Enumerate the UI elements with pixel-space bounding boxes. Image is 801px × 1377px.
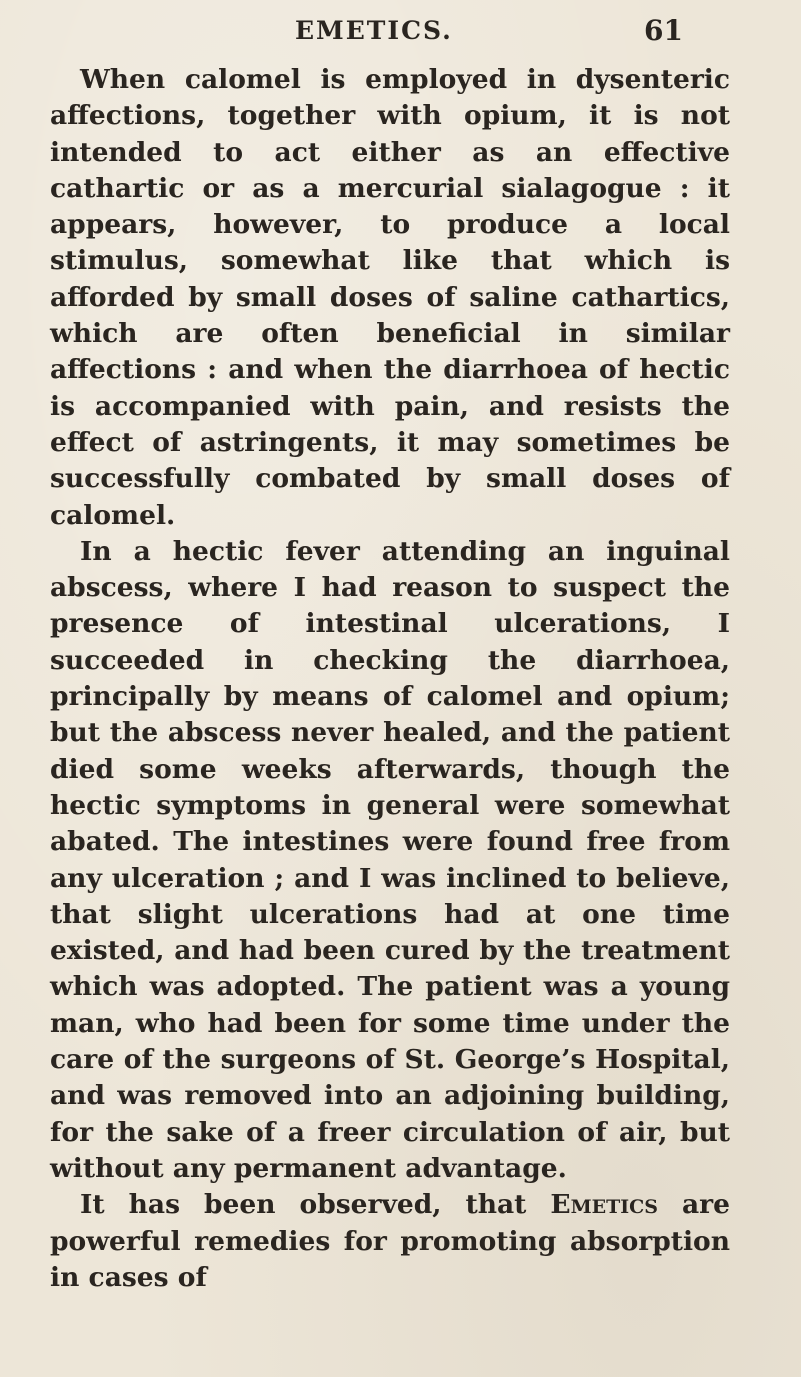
emetics-small-caps: Emetics: [550, 1189, 658, 1221]
running-head: EMETICS.: [295, 16, 453, 45]
paragraph-text: In a hectic fever attending an inguinal abscess, where I had reason to suspect the presence of intestinal ulcerations, I succeeded in checking the diarrhoea, principally by means of calomel and opium; but the abscess never healed, and the patient died some weeks afterwards, though the hectic symptoms in general were somewhat abated. The intestines were found free from any ulceration ; and I was inclined to believe, that slight ulcerations had at one time existed, and had been cured by the treatment which was adopted. The patient was a young man, who had been for some time under the care of the surgeons of St. George’s Hospital, and was removed into an adjoining building, for the sake of a freer circulation of air, but without any permanent advantage.: [50, 535, 730, 1184]
paragraph-text: It has been observed, that: [80, 1189, 551, 1221]
paragraph-emetics-absorption: [50, 1187, 730, 1296]
page-header: [0, 14, 801, 48]
paragraph-text: When calomel is employed in dysenteric affections, together with opium, it is not intended to act either as an effective cathartic or as a mercurial sialagogue : it appears, however, to produce a local stimulus, somewhat like that which is afforded by small doses of saline cathartics, which are often beneficial in similar affections : and when the diarrhoea of hectic is accompanied with pain, and resists the effect of astringents, it may sometimes be successfully combated by small doses of calomel.: [50, 64, 730, 531]
page-number: 61: [644, 14, 683, 47]
paragraph-hectic-fever-case: [50, 534, 730, 1187]
paragraph-calomel-dysentery: [50, 62, 730, 534]
body-text: [50, 62, 730, 1296]
paragraph-text: are powerful remedies for promoting absorption in cases of: [50, 1189, 730, 1293]
